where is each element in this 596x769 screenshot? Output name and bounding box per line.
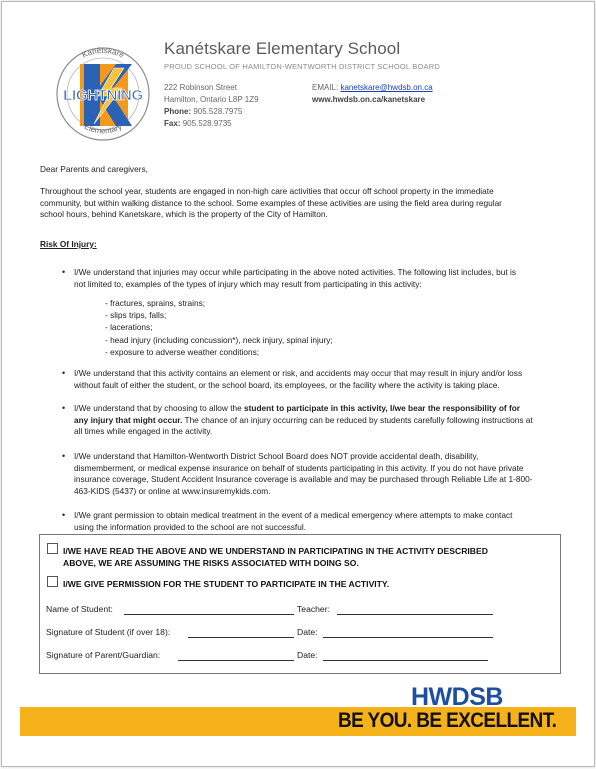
paragraph-line: I/We grant permission to obtain medical treatment in the event of a medical emergency where attempts to make contact (74, 510, 513, 520)
greeting: Dear Parents and caregivers, (40, 164, 148, 174)
school-contact (312, 82, 433, 106)
footer-slogan: BE YOU. BE EXCELLENT. (338, 709, 557, 733)
intro-line: school hours, behind Kanetskare, which is the property of the City of Hamilton. (40, 209, 328, 219)
parent-signature-field[interactable] (178, 660, 294, 661)
address-line-2: Hamilton, Ontario L8P 1Z9 (164, 95, 259, 104)
bullet-icon: • (62, 267, 66, 277)
student-name-label: Name of Student: (46, 604, 113, 614)
risk-paragraph-3 (74, 403, 562, 438)
fax-number: 905.528.9735 (182, 119, 232, 128)
phone-label: Phone: (164, 107, 192, 116)
phone-line (164, 106, 259, 118)
injury-item: - slips trips, falls; (105, 310, 167, 321)
paragraph-line (74, 403, 562, 415)
logo-main-text: LIGHTNING (63, 87, 143, 104)
lightning-logo (44, 42, 162, 142)
paragraph-text: The chance of an injury occurring can be reduced by students carefully following instructions at (182, 414, 533, 425)
paragraph-line (74, 415, 562, 427)
website-link[interactable]: www.hwdsb.on.ca/kanetskare (312, 95, 426, 104)
risk-paragraph-1 (74, 267, 562, 290)
permission-form-page (1, 1, 595, 767)
student-signature-label: Signature of Student (if over 18): (46, 627, 171, 637)
paragraph-line: I/We understand that injuries may occur while participating in the above noted activities. The following list includes, but is (74, 267, 516, 277)
address-line-1: 222 Robinson Street (164, 83, 237, 92)
paragraph-line: 463-KIDS (5437) or online at www.insuremykids.com. (74, 485, 271, 496)
teacher-field[interactable] (337, 614, 493, 615)
ack-risks-checkbox[interactable] (47, 543, 58, 554)
parent-date-field[interactable] (323, 660, 488, 661)
email-label: EMAIL: (312, 83, 339, 92)
paragraph-line: all times while engaged in the activity. (74, 426, 213, 436)
injury-item: - fractures, sprains, strains; (105, 298, 206, 308)
paragraph-bold-text: student to participate in this activity, I/we bear the responsibility of for (244, 403, 521, 413)
ack-permission-checkbox[interactable] (47, 576, 58, 587)
paragraph-line: insurance coverage, Student Accident Insurance coverage is available and may be purchased through Reliable Life at 1-800- (74, 474, 533, 484)
acknowledgement-box (39, 534, 561, 674)
paragraph-line: I/We understand that this activity contains an element or risk, and accidents may occur that may result in injury and/or loss (74, 368, 523, 378)
risk-paragraph-5 (74, 510, 562, 533)
bullet-icon: • (62, 368, 66, 378)
ack-line: ABOVE, WE ARE ASSUMING THE RISKS ASSOCIATED WITH DOING SO. (63, 558, 359, 568)
hwdsb-logo-text: HWDSB (411, 683, 503, 711)
intro-line: Throughout the school year, students are engaged in non-high care activities that occur off school property in the immediate (40, 186, 494, 196)
logo-top-text: Kanétskare (80, 45, 126, 60)
logo-bottom-text: Elementary (82, 121, 124, 136)
school-name: Kanétskare Elementary School (164, 39, 401, 58)
intro-line: community, but within walking distance to the school. Some examples of these activities are using the field area during regular (40, 197, 502, 208)
school-address (164, 82, 259, 130)
phone-number: 905.528.7975 (193, 107, 243, 116)
date-label: Date: (297, 650, 318, 660)
student-name-field[interactable] (124, 614, 294, 615)
ack-risks-text (63, 545, 488, 569)
bullet-icon: • (62, 510, 66, 520)
fax-line (164, 118, 259, 130)
fax-label: Fax: (164, 119, 181, 128)
parent-signature-label: Signature of Parent/Guardian: (46, 650, 161, 660)
date-label: Date: (297, 627, 318, 637)
risk-heading: Risk Of Injury: (40, 239, 97, 249)
paragraph-line: I/We understand that Hamilton-Wentworth District School Board does NOT provide accidental death, disability, (74, 451, 479, 461)
bullet-icon: • (62, 451, 66, 461)
intro-paragraph (40, 186, 560, 221)
student-signature-field[interactable] (188, 637, 294, 638)
paragraph-bold-text: any injury that might occur. (74, 414, 183, 425)
ack-permission-text: I/WE GIVE PERMISSION FOR THE STUDENT TO PARTICIPATE IN THE ACTIVITY. (63, 579, 390, 589)
teacher-label: Teacher: (297, 604, 330, 614)
paragraph-line: not limited to, examples of the types of injury which may result from participating in this activity: (74, 278, 422, 289)
risk-paragraph-4 (74, 451, 562, 497)
paragraph-line: without fault of either the student, or the school board, its employees, or the facility where the activity is taking place. (74, 379, 500, 390)
injury-item: - head injury (including concussion*), neck injury, spinal injury; (105, 334, 333, 345)
risk-paragraph-2 (74, 368, 562, 391)
paragraph-text: I/We understand that by choosing to allow the (74, 403, 245, 413)
email-link[interactable]: kanetskare@hwdsb.on.ca (340, 83, 433, 92)
paragraph-line: using the information provided to the school are not successful. (74, 521, 306, 532)
injury-item: - lacerations; (105, 322, 153, 333)
school-tagline: PROUD SCHOOL OF HAMILTON-WENTWORTH DISTRICT SCHOOL BOARD (164, 62, 440, 71)
ack-line: I/WE HAVE READ THE ABOVE AND WE UNDERSTAND IN PARTICIPATING IN THE ACTIVITY DESCRIBED (63, 546, 488, 556)
bullet-icon: • (62, 403, 66, 413)
paragraph-line: dismemberment, or medical expense insurance on behalf of students participating in this activity. If you do not have private (74, 462, 524, 473)
injury-list (105, 297, 333, 358)
student-date-field[interactable] (323, 637, 493, 638)
email-line (312, 82, 433, 94)
injury-item: - exposure to adverse weather conditions; (105, 346, 260, 357)
